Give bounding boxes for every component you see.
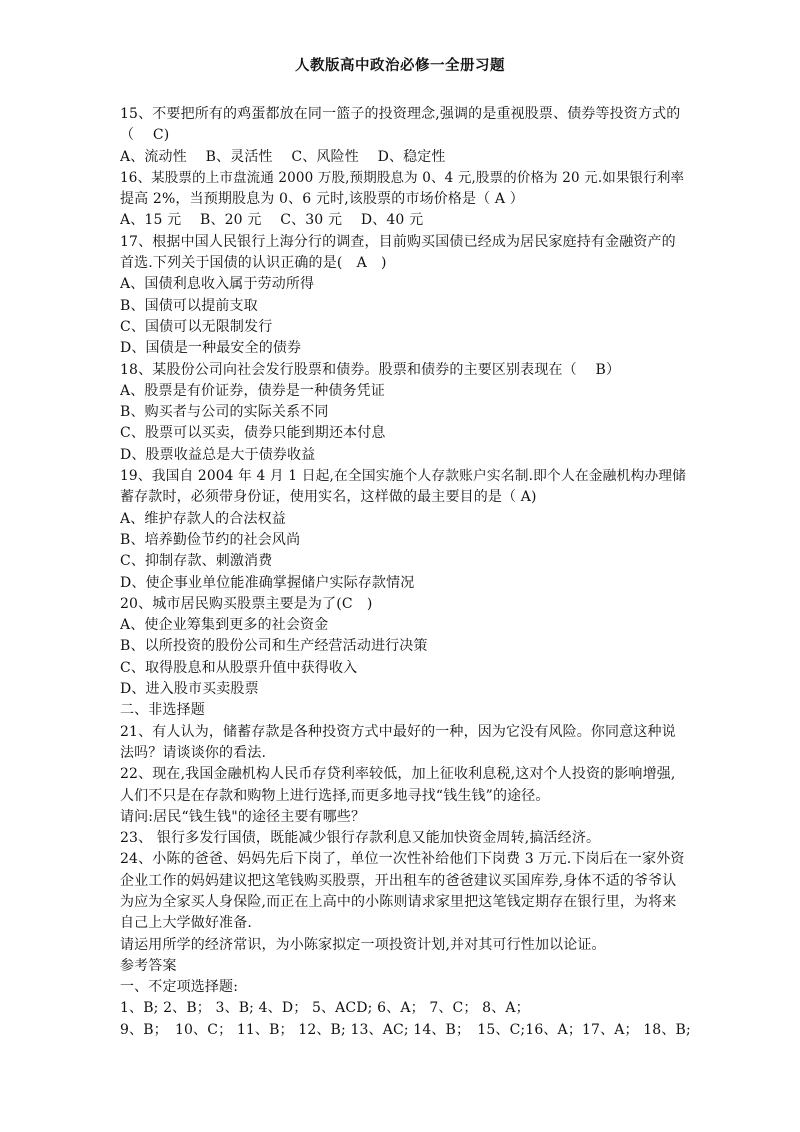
document-title: 人教版高中政治必修一全册习题 (295, 58, 505, 74)
text-line: A、股票是有价证券，债券是一种债务凭证 (120, 382, 385, 399)
text-line: A、15 元 B、20 元 C、30 元 D、40 元 (120, 212, 424, 229)
text-line: 15、不要把所有的鸡蛋都放在同一篮子的投资理念,强调的是重视股票、债券等投资方式的 (120, 106, 681, 122)
text-line: 请问:居民“钱生钱"的途径主要有哪些？ (120, 808, 366, 825)
text-line: D、股票收益总是大于债券收益 (120, 446, 316, 463)
text-line: 参考答案 (120, 957, 177, 974)
text-line: 1、B; 2、B； 3、B; 4、D； 5、ACD; 6、A； 7、C； 8、A； (120, 1000, 530, 1017)
text-line: 17、根据中国人民银行上海分行的调查，目前购买国债已经成为居民家庭持有金融资产的 (120, 233, 676, 250)
text-line: C、取得股息和从股票升值中获得收入 (120, 659, 358, 676)
text-line: 为应为全家买人身保险,而正在上高中的小陈则请求家里把这笔钱定期存在银行里，为将来 (120, 893, 677, 910)
text-line: 蓄存款时，必须带身份证，使用实名，这样做的最主要目的是（ A) (120, 489, 537, 506)
text-line: 提高 2%，当预期股息为 0、6 元时,该股票的市场价格是（ A ） (120, 191, 524, 208)
text-line: 人们不只是在存款和购物上进行选择,而更多地寻找“钱生钱”的途径。 (120, 787, 550, 804)
text-line: D、进入股市买卖股票 (120, 681, 259, 698)
text-line: A、维护存款人的合法权益 (120, 510, 286, 527)
text-line: A、国债利息收入属于劳动所得 (120, 276, 315, 293)
text-line: 22、现在,我国金融机构人民币存贷利率较低，加上征收利息税,这对个人投资的影响增强, (120, 766, 676, 783)
text-line: 16、某股票的上市盘流通 2000 万股,预期股息为 0、4 元,股票的价格为 20 元.如果银行利率 (120, 169, 685, 186)
text-line: 23、 银行多发行国债，既能减少银行存款利息又能加快资金周转,搞活经济。 (120, 830, 601, 847)
text-line: 19、我国自 2004 年 4 月 1 日起,在全国实施个人存款账户实名制.即个人在金融机构办理储 (120, 468, 687, 485)
text-line: C、股票可以买卖，债券只能到期还本付息 (120, 425, 386, 442)
text-line: 企业工作的妈妈建议把这笔钱购买股票，开出租车的爸爸建议买国库券,身体不适的爷爷认 (120, 872, 677, 889)
text-line: 18、某股份公司向社会发行股票和债券。股票和债券的主要区别表现在（ B） (120, 361, 621, 378)
text-line: 二、非选择题 (120, 702, 205, 719)
text-line: 21、有人认为，储蓄存款是各种投资方式中最好的一种，因为它没有风险。你同意这种说 (120, 723, 676, 740)
text-line: D、使企事业单位能准确掌握储户实际存款情况 (120, 574, 415, 591)
text-line: 法吗？请谈谈你的看法. (120, 744, 267, 761)
text-line: B、购买者与公司的实际关系不同 (120, 404, 329, 421)
text-line: 20、城市居民购买股票主要是为了(C ) (120, 595, 373, 612)
text-line: C、国债可以无限制发行 (120, 318, 273, 335)
text-line: B、以所投资的股份公司和生产经营活动进行决策 (120, 638, 428, 655)
text-line: 9、B； 10、C； 11、B； 12、B; 13、AC; 14、B； 15、C;16、A；17、A； 18、B; (120, 1021, 691, 1038)
text-line: 自己上大学做好准备. (120, 915, 252, 932)
document-body (120, 104, 692, 1041)
text-line: A、使企业筹集到更多的社会资金 (120, 617, 329, 634)
text-line: B、国债可以提前支取 (120, 297, 258, 314)
text-line: 24、小陈的爸爸、妈妈先后下岗了，单位一次性补给他们下岗费 3 万元.下岗后在一家外资 (120, 851, 685, 868)
text-line: 一、不定项选择题: (120, 979, 239, 996)
text-line: B、培养勤俭节约的社会风尚 (120, 531, 301, 548)
text-line: C、抑制存款、刺激消费 (120, 553, 273, 570)
text-line: A、流动性 B、灵活性 C、风险性 D、稳定性 (120, 148, 446, 165)
text-line: （ C) (120, 127, 170, 144)
text-line: 首选.下列关于国债的认识正确的是( A ) (120, 255, 387, 272)
text-line: D、国债是一种最安全的债券 (120, 340, 302, 357)
text-line: 请运用所学的经济常识，为小陈家拟定一项投资计划,并对其可行性加以论证。 (120, 936, 606, 953)
